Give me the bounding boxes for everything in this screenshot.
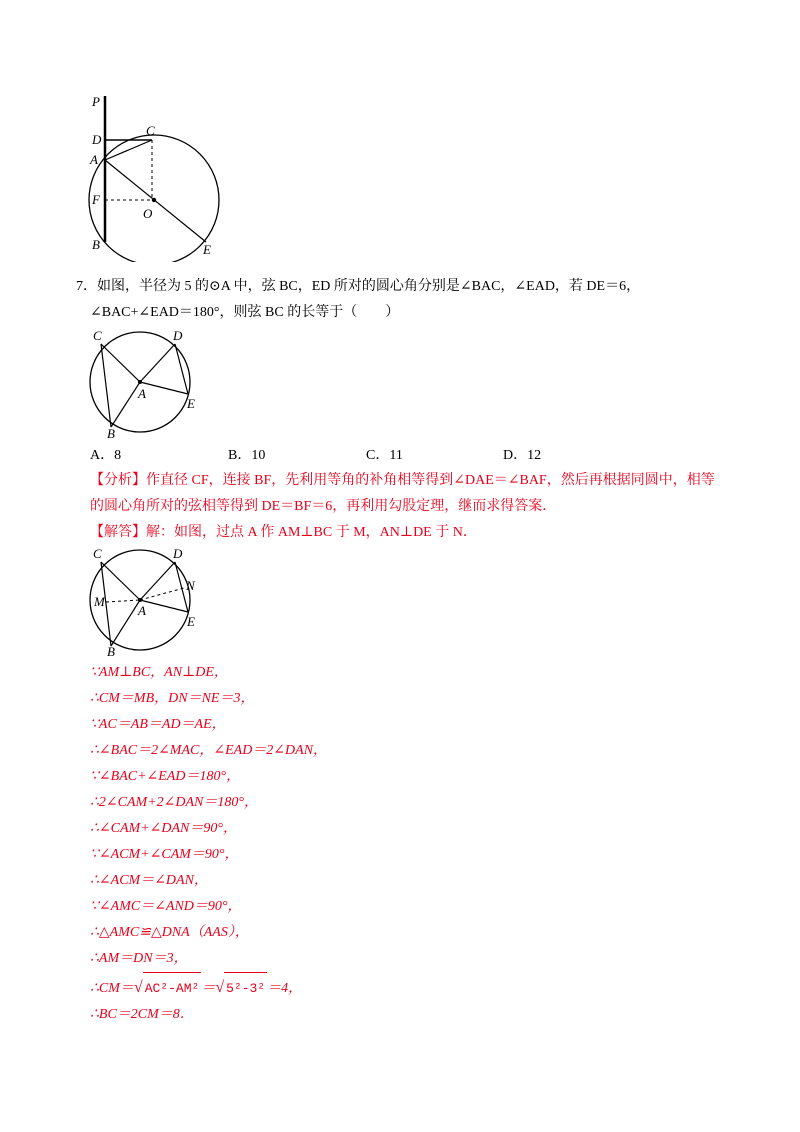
option-b: B．10 — [228, 448, 266, 463]
answer-intro: 【解答】解：如图，过点 A 作 AM⊥BC 于 M，AN⊥DE 于 N． — [90, 525, 477, 540]
sqrt-5-3: 5²-3² — [224, 972, 267, 1005]
label-o: O — [143, 206, 153, 221]
label-e: E — [187, 396, 195, 411]
option-c: C．11 — [366, 448, 403, 463]
step-12: ∴AM＝DN＝3， — [90, 951, 188, 966]
sqrt-ac-am: AC²-AM² — [143, 972, 202, 1005]
step-9: ∴∠ACM＝∠DAN， — [90, 873, 208, 888]
label-a: A — [138, 603, 146, 618]
step-3: ∵AC＝AB＝AD＝AE， — [90, 717, 226, 732]
figure-solution — [84, 544, 214, 660]
step-2: ∴CM＝MB，DN＝NE＝3， — [90, 691, 255, 706]
figure-question — [84, 324, 214, 442]
label-a: A — [90, 152, 98, 167]
step-cm-prefix: ∴CM＝ — [90, 981, 134, 996]
step-cm: ∴CM＝√ AC²-AM² ＝√ 5²-3² ＝4， — [90, 972, 327, 1002]
analysis-line-1: 【分析】作直径 CF，连接 BF，先利用等角的补角相等得到∠DAE＝∠BAF，然后再根据同圆中，相等 — [90, 473, 715, 488]
label-f: F — [92, 192, 100, 207]
label-p: P — [92, 94, 100, 109]
label-m: M — [94, 594, 105, 609]
step-5: ∵∠BAC+∠EAD＝180°， — [90, 769, 241, 784]
step-6: ∴2∠CAM+2∠DAN＝180°， — [90, 795, 258, 810]
step-final: ∴BC＝2CM＝8． — [90, 1007, 194, 1022]
label-e: E — [203, 242, 211, 257]
label-b: B — [92, 237, 100, 252]
label-c: C — [93, 546, 102, 561]
label-b: B — [107, 644, 115, 659]
label-d: D — [173, 546, 183, 561]
option-a: A．8 — [90, 448, 122, 463]
label-b: B — [107, 426, 115, 441]
figure-tangent-circle — [84, 92, 244, 262]
step-cm-suffix: ＝4， — [267, 981, 303, 996]
step-cm-eq: ＝ — [201, 981, 216, 996]
question-line-2: ∠BAC+∠EAD＝180°，则弦 BC 的长等于（ ） — [90, 305, 400, 320]
label-c: C — [146, 123, 155, 138]
label-c: C — [93, 328, 102, 343]
label-n: N — [186, 578, 195, 593]
analysis-line-2: 的圆心角所对的弦相等得到 DE＝BF＝6，再利用勾股定理，继而求得答案． — [90, 499, 557, 514]
label-a: A — [138, 386, 146, 401]
step-11: ∴△AMC≌△DNA（AAS）， — [90, 925, 249, 940]
question-line-1: 7．如图，半径为 5 的⊙A 中，弦 BC，ED 所对的圆心角分别是∠BAC，∠EAD，若 DE＝6， — [76, 279, 641, 294]
label-d: D — [92, 132, 102, 147]
step-8: ∵∠ACM+∠CAM＝90°， — [90, 847, 239, 862]
step-1: ∵AM⊥BC，AN⊥DE， — [90, 665, 228, 680]
step-10: ∵∠AMC＝∠AND＝90°， — [90, 899, 242, 914]
step-7: ∴∠CAM+∠DAN＝90°， — [90, 821, 237, 836]
solution-steps — [90, 660, 327, 1028]
step-4: ∴∠BAC＝2∠MAC，∠EAD＝2∠DAN， — [90, 743, 328, 758]
option-d: D．12 — [503, 448, 542, 463]
label-e: E — [187, 614, 195, 629]
label-d: D — [173, 328, 183, 343]
